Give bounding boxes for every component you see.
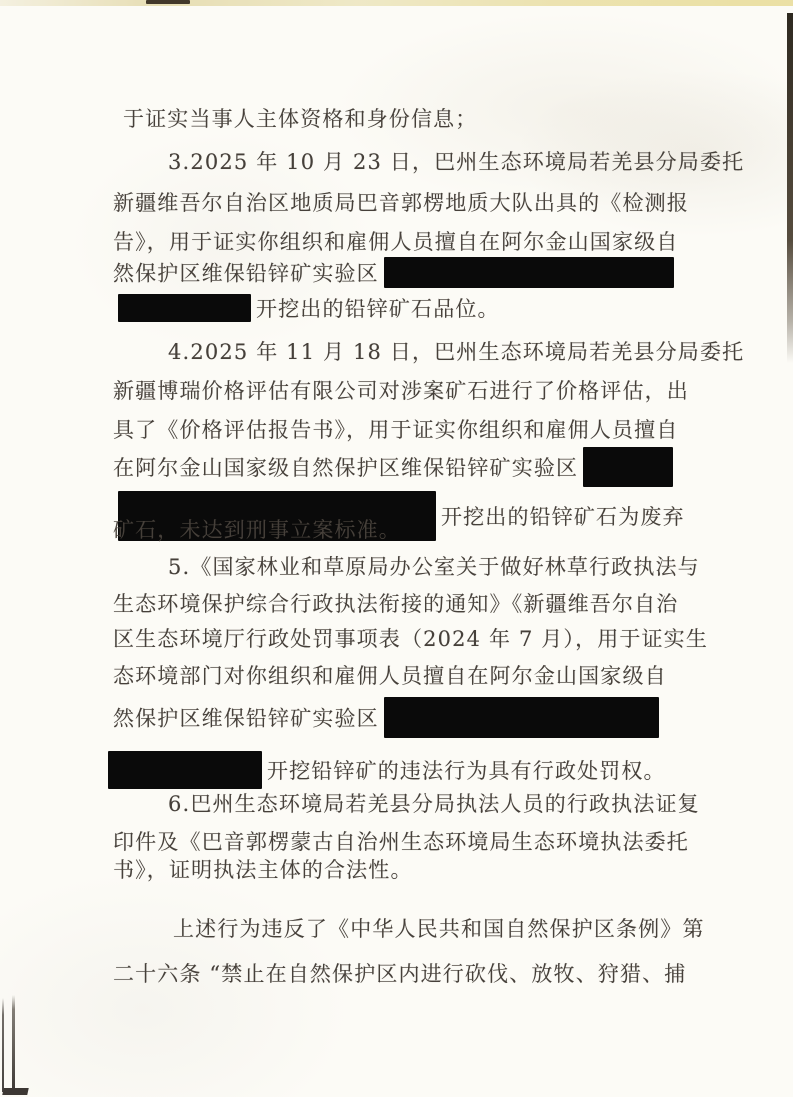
redaction-bar xyxy=(118,294,251,322)
text-line xyxy=(123,103,477,133)
text-segment: 告》，用于证实你组织和雇佣人员擅自在阿尔金山国家级自 xyxy=(113,230,679,254)
text-line xyxy=(113,826,689,856)
text-segment: 新疆博瑞价格评估有限公司对涉案矿石进行了价格评估，出 xyxy=(113,379,689,403)
text-segment: 区生态环境厅行政处罚事项表（2024 年 7 月），用于证实生 xyxy=(113,627,708,651)
text-segment: 新疆维吾尔自治区地质局巴音郭楞地质大队出具的《检测报 xyxy=(113,191,689,215)
text-segment: 然保护区维保铅锌矿实验区 xyxy=(113,261,379,286)
text-line xyxy=(103,751,666,789)
text-segment: 生态环境保护综合行政执法衔接的通知》《新疆维吾尔自治 xyxy=(113,592,679,616)
text-line xyxy=(113,414,678,444)
text-segment: 二十六条 “禁止在自然保护区内进行砍伐、放牧、狩猎、捕 xyxy=(113,962,687,986)
redaction-bar xyxy=(583,447,673,487)
text-line xyxy=(113,854,413,884)
text-line xyxy=(173,913,705,943)
text-segment: 印件及《巴音郭楞蒙古自治州生态环境局生态环境执法委托 xyxy=(113,830,689,854)
text-segment: 6.巴州生态环境局若羌县分局执法人员的行政执法证复 xyxy=(168,792,700,816)
text-line xyxy=(113,697,664,738)
text-line xyxy=(168,551,700,581)
text-segment: 态环境部门对你组织和雇佣人员擅自在阿尔金山国家级自 xyxy=(113,664,667,688)
redaction-bar xyxy=(384,257,674,288)
text-line xyxy=(168,146,744,176)
text-segment: 书》，证明执法主体的合法性。 xyxy=(113,858,413,882)
text-line xyxy=(113,187,689,217)
text-segment: 具了《价格评估报告书》，用于证实你组织和雇佣人员擅自 xyxy=(113,418,679,442)
text-line xyxy=(113,447,678,487)
text-line xyxy=(113,588,678,618)
text-line xyxy=(113,375,689,405)
text-line xyxy=(113,514,401,544)
text-segment: 3.2025 年 10 月 23 日，巴州生态环境局若羌县分局委托 xyxy=(168,150,745,174)
redaction-bar xyxy=(108,751,262,789)
text-segment: 开挖出的铅锌矿石为废弃 xyxy=(441,505,685,529)
text-segment: 4.2025 年 11 月 18 日，巴州生态环境局若羌县分局委托 xyxy=(168,340,745,364)
text-segment: 上述行为违反了《中华人民共和国自然保护区条例》第 xyxy=(173,917,705,941)
text-segment: 于证实当事人主体资格和身份信息； xyxy=(123,107,478,131)
text-segment: 在阿尔金山国家级自然保护区维保铅锌矿实验区 xyxy=(113,456,579,480)
text-line xyxy=(113,293,500,323)
text-line xyxy=(168,788,700,818)
text-segment: 然保护区维保铅锌矿实验区 xyxy=(113,706,379,731)
text-segment: 开挖铅锌矿的违法行为具有行政处罚权。 xyxy=(267,759,666,783)
text-segment: 5.《国家林业和草原局办公室关于做好林草行政执法与 xyxy=(168,555,700,579)
text-segment: 开挖出的铅锌矿石品位。 xyxy=(256,297,500,321)
text-line xyxy=(168,336,744,366)
text-line xyxy=(113,257,679,288)
text-line xyxy=(113,226,678,256)
text-line xyxy=(113,660,667,690)
redaction-bar xyxy=(384,697,659,738)
text-line xyxy=(113,623,708,653)
text-segment: 矿石，未达到刑事立案标准。 xyxy=(113,518,401,542)
text-line xyxy=(113,958,686,988)
